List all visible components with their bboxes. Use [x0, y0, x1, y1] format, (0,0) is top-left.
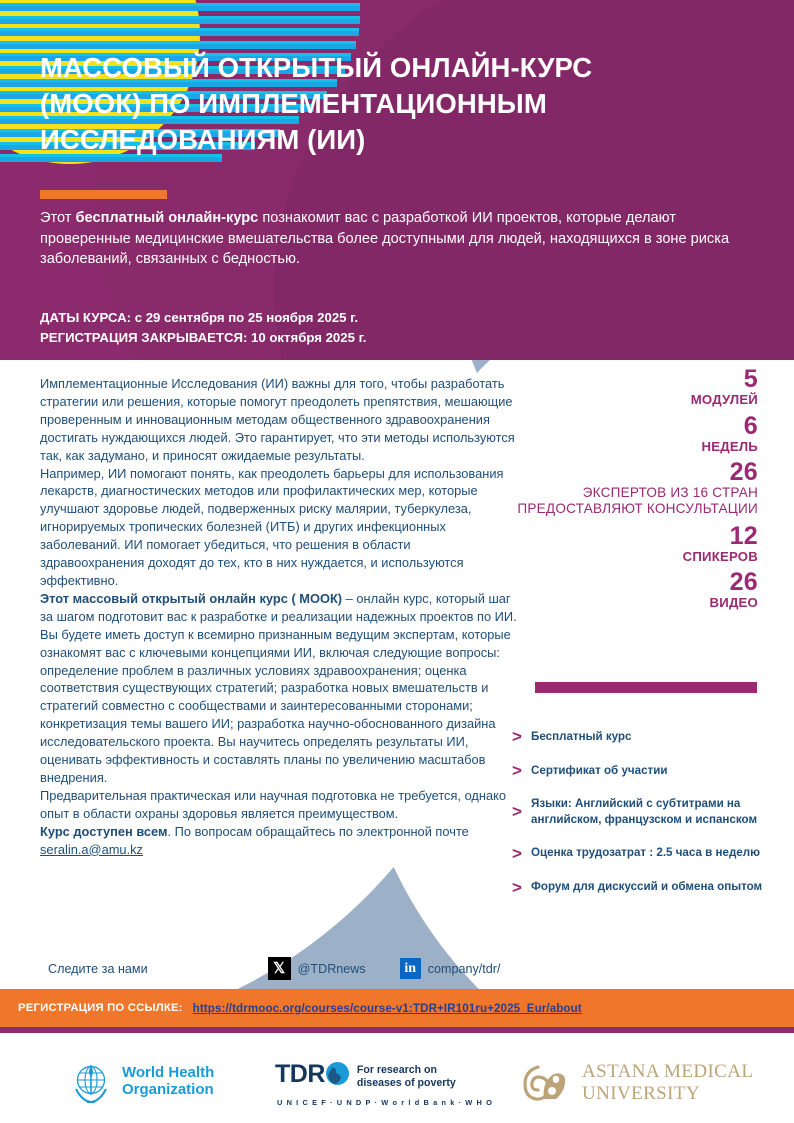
stat-item	[496, 523, 758, 565]
x-logo-icon[interactable]: 𝕏	[268, 957, 291, 980]
feature-label: Сертификат об участии	[531, 763, 668, 777]
registration-label: РЕГИСТРАЦИЯ ПО ССЫЛКЕ:	[18, 1002, 183, 1014]
tdr-tagline-line2: diseases of poverty	[356, 1076, 456, 1089]
course-dates	[40, 308, 730, 348]
chevron-right-icon: >	[512, 727, 522, 746]
lead-prefix: Этот	[40, 210, 76, 226]
tdr-tagline	[357, 1064, 456, 1090]
amu-logo-text	[582, 1061, 753, 1105]
registration-link[interactable]: https://tdrmooc.org/courses/course-v1:TDR+IR101ru+2025_Eur/about	[192, 1001, 582, 1015]
chevron-right-icon: >	[512, 761, 522, 780]
who-emblem-icon	[68, 1059, 114, 1105]
paragraph-5-bold: Курс доступен всем	[40, 823, 168, 839]
social-follow-row	[48, 957, 501, 980]
paragraph-5	[40, 823, 518, 859]
tdr-wordmark: TDR	[275, 1060, 325, 1088]
paragraph-3-rest: – онлайн курс, который шаг за шагом подготовит вас к разработке и реализации надежных проектов по ИИ. Вы будете иметь доступ к всемирно признанным ведущим экспертам, которые ознакомят вас с ключевыми концепциями ИИ, включая следующие вопросы: определение проблем в различных условиях здравоохранения; оценка соответствия существующих стратегий; разработка новых вмешательств и стратегий совместно с сообществами и заинтересованными сторонами; конкретизация темы вашего ИИ; разработка научно-обоснованного дизайна исследовательского проекта. Вы научитесь определять результаты ИИ, оценивать эффективность и составлять планы по увеличению масштабов внедрения.	[40, 590, 517, 785]
course-features-list	[512, 728, 774, 913]
feature-item	[512, 762, 774, 779]
stat-item	[496, 366, 758, 408]
poster-header	[0, 0, 794, 360]
stat-label: МОДУЛЕЙ	[690, 392, 758, 407]
astana-60-emblem-icon	[522, 1063, 572, 1103]
feature-item	[512, 879, 774, 896]
linkedin-handle[interactable]: company/tdr/	[427, 961, 501, 976]
stat-label: СПИКЕРОВ	[682, 548, 758, 564]
chevron-right-icon: >	[512, 843, 522, 863]
chevron-right-icon: >	[512, 802, 522, 822]
stat-label: ВИДЕО	[709, 595, 758, 611]
who-logo-text	[122, 1065, 214, 1099]
lead-paragraph	[40, 208, 730, 270]
follow-us-label: Следите за нами	[48, 961, 148, 976]
linkedin-icon[interactable]: in	[400, 958, 421, 979]
stat-number: 26	[729, 458, 758, 487]
title-underline-accent	[40, 190, 167, 199]
registration-deadline-line: РЕГИСТРАЦИЯ ЗАКРЫВАЕТСЯ: 10 октября 2025 г.	[40, 329, 367, 345]
course-stats-list	[496, 366, 758, 616]
x-handle[interactable]: @TDRnews	[297, 961, 366, 976]
paragraph-1: Имплементационные Исследования (ИИ) важны для того, чтобы разработать стратегии или решения, которые помогут преодолеть препятствия, мешающие проверенным и инновационным методам общественного здравоохранения достигать нуждающихся людей. Это гарантирует, что эти методы используются так, как задумано, и приносят ожидаемые результаты.	[40, 376, 515, 463]
tdr-logo	[275, 1062, 456, 1090]
feature-item	[512, 796, 774, 828]
tdr-globe-icon	[326, 1062, 349, 1085]
main-description	[40, 375, 518, 858]
who-logo	[68, 1059, 214, 1105]
amu-logo-line2: UNIVERSITY	[582, 1083, 700, 1105]
stat-number: 26	[729, 568, 758, 597]
who-logo-line2: Organization	[122, 1081, 214, 1098]
contact-email-link[interactable]: seralin.a@amu.kz	[40, 841, 143, 857]
stat-label: НЕДЕЛЬ	[701, 438, 758, 454]
paragraph-3	[40, 590, 518, 787]
registration-bar	[0, 989, 794, 1027]
course-dates-line: ДАТЫ КУРСА: с 29 сентября по 25 ноября 2025 г.	[40, 310, 358, 325]
paragraph-5-rest: . По вопросам обращайтесь по электронной почте	[167, 823, 469, 839]
feature-label: Языки: Английский с субтитрами на английском, французском и испанском	[531, 797, 758, 826]
stat-item	[496, 413, 758, 455]
tdr-tagline-line1: For research on	[356, 1064, 437, 1076]
stat-item	[496, 569, 758, 611]
stat-number: 5	[743, 365, 758, 393]
page-title: МАССОВЫЙ ОТКРЫТЫЙ ОНЛАЙН-КУРС (МООК) ПО ИМПЛЕМЕНТАЦИОННЫМ ИССЛЕДОВАНИЯМ (ИИ)	[40, 52, 593, 155]
paragraph-3-bold: Этот массовый открытый онлайн курс ( МООК)	[40, 590, 343, 606]
lead-rest: познакомит вас с разработкой ИИ проектов, которые делают проверенные медицинские вмешательства более доступными для людей, находящихся в зоне риска заболеваний, связанных с бедностью.	[40, 210, 730, 268]
amu-logo-line1: ASTANA MEDICAL	[582, 1061, 754, 1082]
feature-label: Оценка трудозатрат : 2.5 часа в неделю	[531, 846, 761, 860]
stat-number: 6	[743, 411, 758, 440]
feature-label: Форум для дискуссий и обмена опытом	[531, 880, 763, 894]
stat-item	[496, 459, 758, 518]
feature-item	[512, 728, 774, 745]
paragraph-2: Например, ИИ помогают понять, как преодолеть барьеры для использования лекарств, диагностических методов или профилактических мер, которые улучшают здоровье людей, подверженных риску малярии, туберкулеза, игнорируемых тропических болезней (ИТБ) и других инфекционных заболеваний. ИИ помогает убедиться, что решения в области здравоохранения доходят до тех, кто в них нуждается, и используются эффективно.	[40, 465, 504, 588]
paragraph-4: Предварительная практическая или научная подготовка не требуется, однако опыт в области охраны здоровья является преимуществом.	[40, 787, 507, 821]
feature-item	[512, 845, 774, 862]
tdr-partners-line: U N I C E F · U N D P · W o r l d B a n k · W H O	[277, 1098, 493, 1107]
chevron-right-icon: >	[512, 877, 522, 897]
lead-bold: бесплатный онлайн-курс	[75, 210, 259, 226]
feature-label: Бесплатный курс	[531, 729, 632, 743]
stat-number: 12	[729, 521, 758, 550]
stat-label: ЭКСПЕРТОВ ИЗ 16 СТРАН ПРЕДОСТАВЛЯЮТ КОНСУЛЬТАЦИИ	[517, 485, 758, 517]
stats-divider-bar	[535, 682, 757, 693]
who-logo-line1: World Health	[122, 1064, 215, 1082]
astana-medical-university-logo	[522, 1061, 753, 1105]
